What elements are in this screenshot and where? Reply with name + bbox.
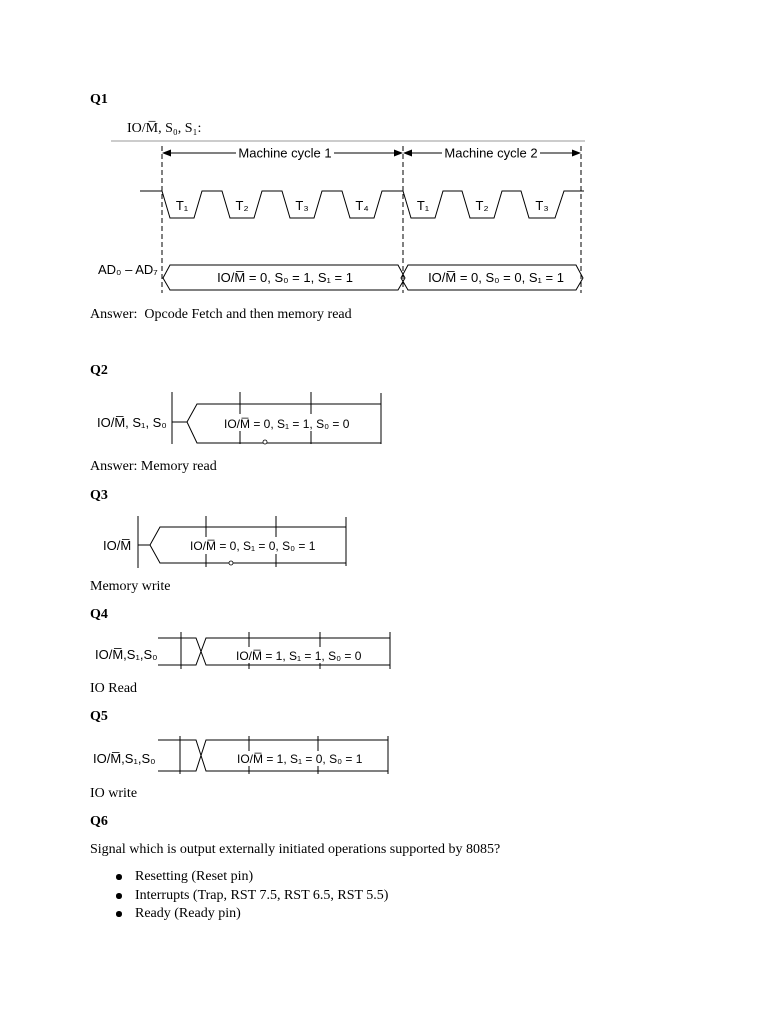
junction-dot	[229, 561, 233, 565]
t-state-label: T₁	[175, 198, 189, 213]
list-item	[0, 887, 600, 905]
cycle-1-status: IO/M̅ = 0, S₀ = 1, S₁ = 1	[217, 270, 353, 285]
q3-heading: Q3	[90, 488, 108, 503]
q3-timing-diagram	[103, 516, 346, 568]
q1-heading: Q1	[90, 92, 108, 107]
list-item-text: Interrupts (Trap, RST 7.5, RST 6.5, RST 5.5)	[135, 888, 389, 903]
list-item-text: Resetting (Reset pin)	[135, 869, 254, 884]
q4-heading: Q4	[90, 607, 108, 622]
list-item	[0, 905, 600, 923]
signal-label: IO/M̅, S₁, S₀	[97, 415, 167, 430]
signal-label: IO/M̅,S₁,S₀	[95, 647, 158, 662]
t-state-label: T₁	[416, 198, 430, 213]
q4-answer: IO Read	[90, 681, 138, 696]
t-state-label: T₂	[235, 198, 249, 213]
list-item	[0, 868, 600, 886]
arrow-left-icon	[162, 150, 171, 157]
bus-label: AD₀ – AD₇	[98, 262, 158, 277]
q5-timing-diagram	[93, 736, 388, 774]
t-state-label: T₃	[535, 198, 549, 213]
q5-heading: Q5	[90, 709, 108, 724]
status-text: IO/M̅ = 1, S₁ = 0, S₀ = 1	[237, 752, 363, 766]
cycle-2-status: IO/M̅ = 0, S₀ = 0, S₁ = 1	[428, 270, 564, 285]
q5-answer: IO write	[90, 786, 138, 801]
bullet-icon	[116, 911, 122, 917]
status-text: IO/M̅ = 0, S₁ = 1, S₀ = 0	[224, 417, 350, 431]
machine-cycle-2-arrow	[403, 146, 581, 161]
q4-timing-diagram	[95, 632, 390, 669]
machine-cycle-1-arrow	[162, 146, 403, 161]
t-state-label: T₃	[295, 198, 309, 213]
q1-answer: Answer: Opcode Fetch and then memory read	[90, 307, 352, 322]
q2-timing-diagram	[97, 392, 381, 444]
bullet-icon	[116, 893, 122, 899]
q1-signal-label: IO/M̅, S₀, S₁:	[127, 121, 202, 136]
signal-label: IO/M̅	[103, 538, 132, 553]
junction-dot	[263, 440, 267, 444]
t-state-label: T₂	[475, 198, 489, 213]
status-text: IO/M̅ = 1, S₁ = 1, S₀ = 0	[236, 649, 362, 663]
machine-cycle-2-label: Machine cycle 2	[444, 145, 538, 161]
q6-heading: Q6	[90, 814, 108, 829]
status-text: IO/M̅ = 0, S₁ = 0, S₀ = 1	[190, 539, 316, 553]
q1-timing-diagram	[98, 141, 585, 293]
list-item-text: Ready (Ready pin)	[135, 906, 241, 921]
q2-heading: Q2	[90, 363, 108, 378]
machine-cycle-1-label: Machine cycle 1	[238, 145, 332, 161]
arrow-right-icon	[394, 150, 403, 157]
arrow-left-icon	[403, 150, 412, 157]
bullet-icon	[116, 874, 122, 880]
q2-answer: Answer: Memory read	[90, 459, 217, 474]
arrow-right-icon	[572, 150, 581, 157]
q6-question: Signal which is output externally initiated operations supported by 8085?	[90, 842, 501, 857]
t-state-label: T₄	[355, 198, 369, 213]
signal-label: IO/M̅,S₁,S₀	[93, 751, 156, 766]
q3-answer: Memory write	[90, 579, 171, 594]
